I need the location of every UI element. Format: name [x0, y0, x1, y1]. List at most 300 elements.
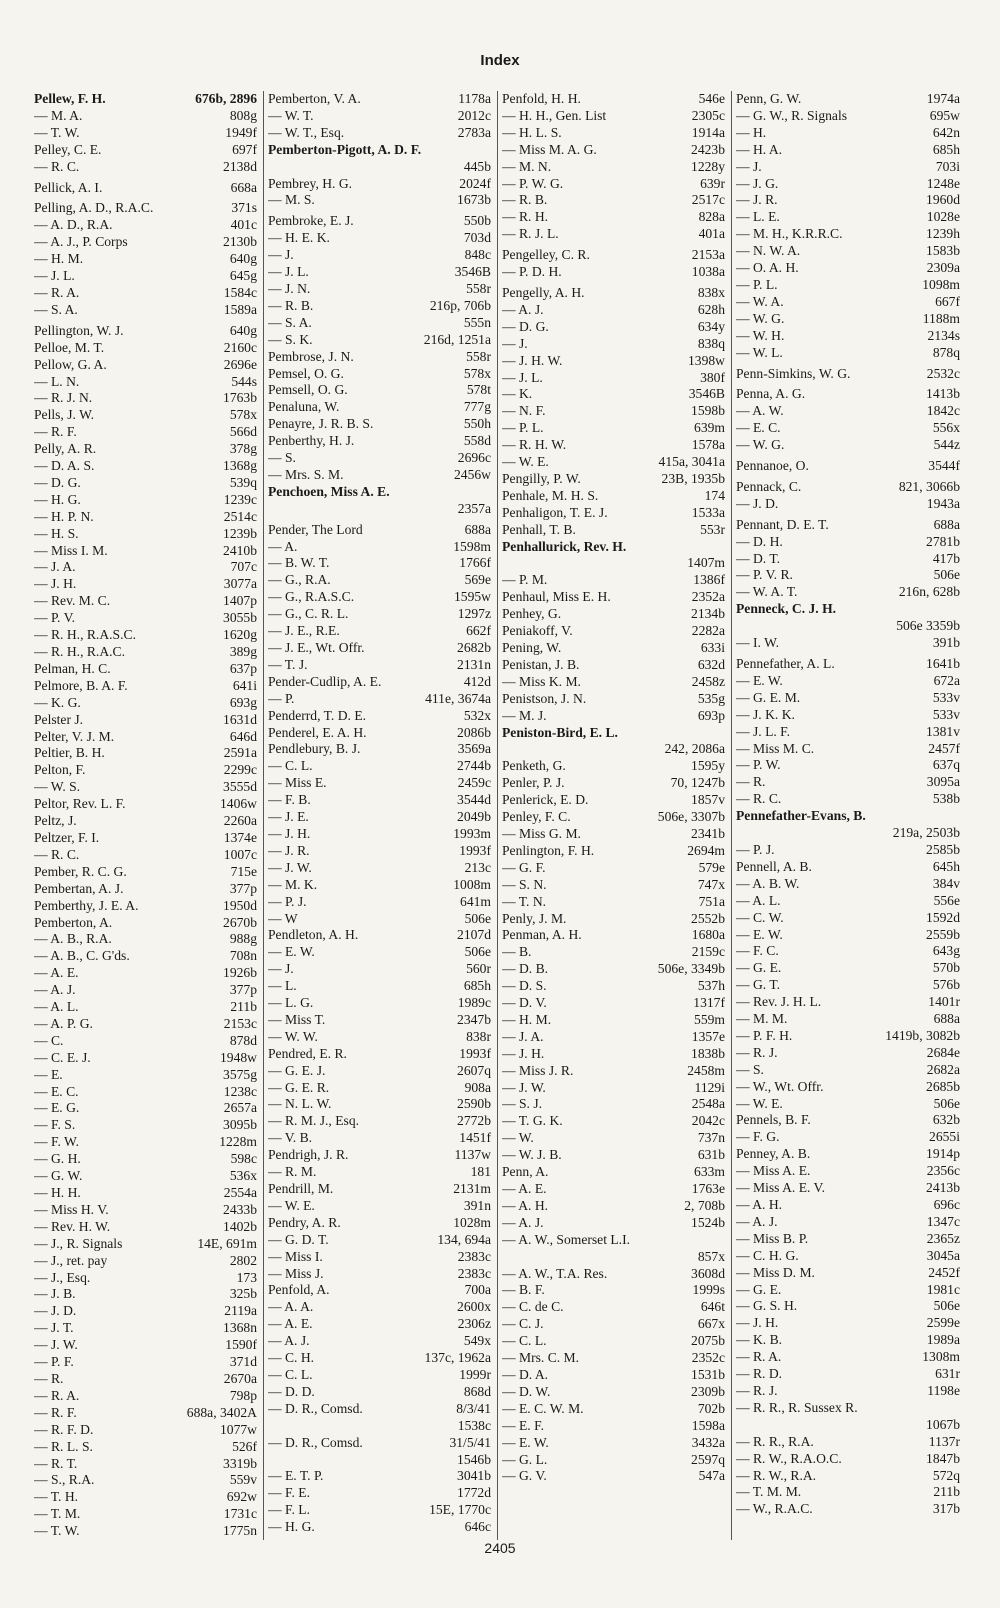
entry-reference: 211b: [933, 1484, 960, 1500]
index-entry: [268, 264, 491, 281]
page-number: 2405: [484, 1540, 516, 1556]
entry-name: — F. E.: [268, 1485, 310, 1501]
index-entry: [502, 1215, 725, 1232]
entry-reference: 632d: [697, 656, 725, 672]
index-entry: [34, 374, 257, 391]
index-entry: [736, 842, 960, 859]
entry-reference: 560r: [466, 961, 491, 977]
entry-name: Pendry, A. R.: [268, 1214, 341, 1230]
index-entry: [502, 995, 725, 1012]
entry-name: — V. B.: [268, 1130, 313, 1146]
entry-reference: 838x: [697, 284, 725, 300]
entry-reference: 1198e: [927, 1382, 960, 1398]
index-entry: [736, 1400, 960, 1417]
entry-reference: 506e 3359b: [896, 618, 960, 634]
index-entry: [268, 1485, 491, 1502]
entry-name: — W. G.: [736, 310, 785, 326]
entry-name: — A. D., R.A.: [34, 217, 113, 233]
index-entry: [502, 386, 725, 403]
entry-name: — F. L.: [268, 1502, 310, 1518]
index-entry: [502, 108, 725, 125]
index-entry: [502, 1130, 725, 1147]
entry-reference: 216n, 628b: [898, 584, 960, 600]
entry-name: Penney, A. B.: [736, 1146, 811, 1162]
entry-name: — K.: [502, 386, 533, 402]
entry-name: — D. D.: [268, 1383, 315, 1399]
entry-name: — A. E.: [34, 965, 79, 981]
index-entry: [736, 1062, 960, 1079]
entry-name: — K. G.: [34, 694, 81, 710]
index-entry: [34, 1422, 257, 1439]
entry-reference: 1772d: [457, 1485, 491, 1501]
entry-reference: 506e: [933, 567, 960, 583]
entry-reference: 2119a: [224, 1303, 257, 1319]
entry-reference: 1451f: [459, 1130, 491, 1146]
entry-reference: 8/3/41: [456, 1400, 491, 1416]
entry-reference: 417b: [932, 550, 960, 566]
index-entry: [34, 1388, 257, 1405]
index-entry: [736, 345, 960, 362]
entry-reference: 2138d: [223, 158, 257, 174]
entry-reference: 2684e: [926, 1044, 960, 1060]
index-entry: [736, 1163, 960, 1180]
entry-reference: 566d: [229, 424, 257, 440]
entry-name: — J. E., R.E.: [268, 623, 340, 639]
entry-reference: 1238c: [223, 1083, 257, 1099]
index-entry: [502, 1350, 725, 1367]
entry-name: — J.: [268, 247, 294, 263]
index-entry: [502, 159, 725, 176]
index-entry: [736, 517, 960, 534]
index-entry: [736, 437, 960, 454]
entry-reference: 2260a: [223, 813, 257, 829]
index-entry: [34, 441, 257, 458]
entry-reference: 667x: [697, 1316, 725, 1332]
entry-name: — R. M.: [268, 1164, 317, 1180]
index-entry: [268, 522, 491, 539]
entry-name: — S. J.: [502, 1096, 543, 1112]
index-entry: [502, 1198, 725, 1215]
entry-name: — J. K. K.: [736, 706, 795, 722]
entry-name: — M. M.: [736, 1011, 788, 1027]
entry-reference: 1589a: [223, 301, 257, 317]
entry-name: Pengilly, P. W.: [502, 470, 581, 486]
entry-name: — W. W.: [268, 1028, 318, 1044]
entry-name: — W. T.: [268, 107, 314, 123]
entry-name: — A. B. W.: [736, 875, 800, 891]
index-entry: [34, 1236, 257, 1253]
entry-reference: 371d: [229, 1354, 257, 1370]
index-entry: [736, 192, 960, 209]
entry-name: Pendleton, A. H.: [268, 927, 359, 943]
index-entry: [34, 492, 257, 509]
index-entry: [34, 1050, 257, 1067]
entry-name: — G., R.A.S.C.: [268, 589, 355, 605]
index-entry: [268, 961, 491, 978]
index-entry: [502, 522, 725, 539]
entry-name: — A.: [268, 538, 298, 554]
entry-reference: 506e, 3307b: [657, 809, 725, 825]
entry-name: Penhallurick, Rev. H.: [502, 538, 627, 554]
entry-reference: 2682a: [926, 1061, 960, 1077]
entry-name: Pemsell, O. G.: [268, 382, 348, 398]
entry-name: — C. L.: [268, 1366, 313, 1382]
entry-name: Penaluna, W.: [268, 399, 340, 415]
entry-name: — S.: [268, 450, 296, 466]
index-entry: [34, 91, 257, 108]
entry-reference: 1595w: [453, 589, 491, 605]
entry-reference: 1583b: [926, 243, 960, 259]
entry-name: — H. M.: [502, 1011, 552, 1027]
entry-name: — P. J.: [268, 893, 307, 909]
index-entry: [268, 860, 491, 877]
index-entry: [268, 1012, 491, 1029]
entry-reference: 1028e: [926, 209, 960, 225]
index-entry: [736, 142, 960, 159]
entry-name: — J. A.: [34, 559, 76, 575]
entry-name: — Miss J. R.: [502, 1062, 574, 1078]
index-entry: [502, 319, 725, 336]
entry-name: — F. S.: [34, 1117, 76, 1133]
index-entry: [502, 674, 725, 691]
entry-reference: 2548a: [691, 1096, 725, 1112]
entry-reference: 2357a: [457, 500, 491, 516]
entry-name: — Miss K. M.: [502, 673, 581, 689]
entry-reference: 1949f: [225, 124, 257, 140]
index-entry: [268, 1113, 491, 1130]
entry-reference: 988g: [229, 931, 257, 947]
entry-name: — Miss H. V.: [34, 1201, 109, 1217]
entry-name: — J. H.: [502, 1045, 545, 1061]
entry-name: — P. F.: [34, 1354, 74, 1370]
entry-name: — J.: [502, 335, 528, 351]
index-entry: [268, 1232, 491, 1249]
entry-name: — A. P. G.: [34, 1015, 93, 1031]
index-entry: [268, 792, 491, 809]
entry-reference: 216p, 706b: [429, 297, 491, 313]
entry-reference: 535g: [697, 690, 725, 706]
entry-name: — G. S. H.: [736, 1298, 798, 1314]
entry-name: — T. M.: [34, 1506, 81, 1522]
index-entry: [34, 712, 257, 729]
index-entry: [268, 349, 491, 366]
entry-reference: 2670a: [223, 1370, 257, 1386]
entry-name: — L.: [268, 978, 297, 994]
entry-reference: 536x: [229, 1168, 257, 1184]
index-entry: [34, 576, 257, 593]
entry-name: — E. F.: [502, 1417, 544, 1433]
entry-reference: 2305c: [691, 107, 725, 123]
entry-name: — G. T.: [736, 977, 781, 993]
index-entry: [268, 911, 491, 928]
entry-reference: 559m: [694, 1011, 725, 1027]
index-entry: [502, 1282, 725, 1299]
index-entry: [736, 757, 960, 774]
entry-reference: 2456w: [453, 466, 491, 482]
index-entry: [736, 893, 960, 910]
entry-name: Pelmore, B. A. F.: [34, 677, 128, 693]
index-entry: [502, 623, 725, 640]
index-entry: [268, 1367, 491, 1384]
index-entry: [736, 1434, 960, 1451]
entry-name: — J. L.: [268, 264, 309, 280]
entry-name: — R.: [736, 774, 766, 790]
entry-name: — H. P. N.: [34, 508, 94, 524]
entry-reference: 646d: [229, 728, 257, 744]
entry-name: — E. C.: [34, 1083, 79, 1099]
index-entry: [34, 1033, 257, 1050]
entry-name: — R. F.: [34, 1404, 77, 1420]
index-entry: [268, 1468, 491, 1485]
entry-reference: 777g: [463, 399, 491, 415]
index-entry: [736, 1079, 960, 1096]
index-entry: [268, 484, 491, 501]
entry-reference: [956, 808, 960, 825]
entry-reference: 3095b: [223, 1117, 257, 1133]
index-entry-continuation: [268, 1452, 491, 1469]
entry-name: — R. J. L.: [502, 226, 559, 242]
entry-name: — J. H.: [268, 825, 311, 841]
entry-reference: 2306z: [457, 1316, 491, 1332]
index-entry: [268, 450, 491, 467]
entry-reference: 2159c: [691, 944, 725, 960]
entry-reference: [956, 601, 960, 618]
index-entry: [268, 1063, 491, 1080]
entry-reference: 667f: [935, 293, 960, 309]
index-entry: [268, 1350, 491, 1367]
index-entry: [268, 1266, 491, 1283]
entry-reference: 1407m: [687, 555, 725, 571]
index-entry: [34, 898, 257, 915]
entry-name: — N. L. W.: [268, 1096, 332, 1112]
entry-name: — R. H. W.: [502, 437, 567, 453]
entry-name: — G. W., R. Signals: [736, 107, 848, 123]
entry-reference: 2107d: [457, 927, 491, 943]
index-entry: [736, 977, 960, 994]
index-entry: [502, 247, 725, 264]
entry-reference: 639m: [694, 420, 725, 436]
index-entry: [502, 539, 725, 556]
entry-name: — A. L.: [736, 892, 781, 908]
entry-reference: 3544f: [928, 458, 960, 474]
index-entry: [34, 1202, 257, 1219]
index-entry: [34, 180, 257, 197]
entry-name: Pelter, V. J. M.: [34, 728, 115, 744]
entry-reference: 628h: [697, 301, 725, 317]
entry-reference: 3575g: [223, 1066, 257, 1082]
entry-name: Pemberton-Pigott, A. D. F.: [268, 141, 422, 157]
index-entry: [502, 1401, 725, 1418]
index-entry: [736, 635, 960, 652]
entry-name: — T. N.: [502, 893, 547, 909]
index-entry: [34, 559, 257, 576]
entry-name: — N. W. A.: [736, 243, 801, 259]
index-entry-continuation: [502, 1249, 725, 1266]
entry-reference: 506e: [464, 910, 491, 926]
entry-name: — M. S.: [268, 192, 315, 208]
entry-reference: 578x: [229, 407, 257, 423]
entry-name: — J., ret. pay: [34, 1252, 108, 1268]
index-entry: [34, 627, 257, 644]
entry-name: — G. E. R.: [268, 1079, 330, 1095]
index-entry: [268, 725, 491, 742]
entry-reference: 2282a: [691, 623, 725, 639]
entry-name: — A. J.: [502, 1214, 544, 1230]
entry-name: Penn-Simkins, W. G.: [736, 365, 851, 381]
entry-reference: 1838b: [691, 1045, 725, 1061]
entry-name: — A. J.: [268, 1333, 310, 1349]
entry-reference: 2682b: [457, 640, 491, 655]
index-entry: [736, 1248, 960, 1265]
entry-name: — J. R.: [268, 842, 310, 858]
index-column-4: [732, 91, 966, 1540]
entry-name: Pembertan, A. J.: [34, 880, 124, 896]
index-entry: [268, 758, 491, 775]
entry-reference: 378g: [229, 441, 257, 457]
index-entry: [34, 1286, 257, 1303]
index-entry: [736, 567, 960, 584]
entry-reference: [721, 539, 725, 556]
entry-name: — G. L.: [502, 1451, 548, 1467]
entry-name: — R.: [34, 1370, 64, 1386]
index-entry: [34, 881, 257, 898]
entry-name: — W. G.: [736, 437, 785, 453]
index-entry: [502, 488, 725, 505]
entry-name: Penhaul, Miss E. H.: [502, 589, 611, 605]
entry-reference: 555n: [463, 314, 491, 330]
index-entry: [34, 357, 257, 374]
entry-reference: 173: [236, 1269, 257, 1285]
entry-reference: 696c: [933, 1197, 960, 1212]
index-entry: [268, 1249, 491, 1266]
index-entry: [34, 125, 257, 142]
index-entry: [502, 1468, 725, 1485]
index-entry: [268, 332, 491, 349]
entry-reference: 1228y: [691, 158, 725, 174]
entry-name: — L. E.: [736, 209, 780, 225]
entry-name: Pelman, H. C.: [34, 660, 111, 676]
entry-name: — Rev. H. W.: [34, 1218, 111, 1234]
entry-name: — D. W.: [502, 1383, 551, 1399]
index-entry: [34, 965, 257, 982]
entry-name: — J.: [736, 158, 762, 174]
entry-name: — D. R., Comsd.: [268, 1434, 363, 1450]
entry-name: — B.: [502, 944, 532, 960]
entry-reference: 3045a: [926, 1247, 960, 1263]
entry-name: Penhaligon, T. E. J.: [502, 504, 608, 520]
entry-reference: 2356c: [926, 1163, 960, 1179]
entry-name: — Miss I.: [268, 1248, 323, 1264]
entry-name: — E. G.: [34, 1100, 80, 1116]
index-entry: [34, 526, 257, 543]
entry-name: Penly, J. M.: [502, 910, 567, 926]
entry-name: — H. G.: [34, 491, 81, 507]
entry-reference: 1974a: [926, 91, 960, 106]
entry-reference: 639r: [700, 175, 725, 191]
entry-reference: 2352c: [691, 1350, 725, 1366]
entry-reference: [721, 725, 725, 742]
entry-reference: 1137w: [454, 1147, 491, 1163]
entry-name: — G. H.: [34, 1151, 81, 1167]
index-entry: [268, 1147, 491, 1164]
entry-reference: 676b, 2896: [195, 91, 257, 106]
entry-reference: 3608d: [691, 1265, 725, 1281]
index-entry: [34, 1337, 257, 1354]
entry-reference: 2607q: [457, 1062, 491, 1078]
index-entry: [502, 809, 725, 826]
index-entry: [34, 251, 257, 268]
entry-reference: 578t: [466, 382, 491, 398]
index-entry: [736, 209, 960, 226]
index-entry: [34, 1168, 257, 1185]
entry-name: — A. B., C. G'ds.: [34, 948, 130, 964]
entry-name: Penn, A.: [502, 1164, 549, 1180]
entry-reference: 137c, 1962a: [424, 1350, 491, 1366]
index-entry: [268, 894, 491, 911]
entry-reference: 703i: [935, 158, 960, 174]
index-entry: [268, 192, 491, 209]
entry-name: — J. L.: [34, 268, 75, 284]
entry-name: — J., R. Signals: [34, 1235, 123, 1251]
entry-name: — T. H.: [34, 1489, 79, 1505]
entry-reference: 3544d: [457, 792, 491, 808]
index-entry: [268, 298, 491, 315]
index-entry: [736, 1501, 960, 1518]
entry-name: Pengelley, C. R.: [502, 247, 590, 263]
entry-reference: 211b: [230, 999, 257, 1015]
entry-reference: 532x: [463, 707, 491, 723]
index-entry: [502, 336, 725, 353]
entry-reference: 134, 694a: [437, 1231, 491, 1247]
index-entry: [268, 978, 491, 995]
entry-reference: 1999s: [692, 1282, 725, 1298]
entry-reference: 1406w: [219, 796, 257, 812]
entry-name: — Miss A. E. V.: [736, 1180, 826, 1196]
index-entry: [34, 779, 257, 796]
entry-name: Penhale, M. H. S.: [502, 487, 599, 503]
index-entry: [268, 315, 491, 332]
index-entry: [736, 1451, 960, 1468]
index-entry: [268, 995, 491, 1012]
entry-name: — D. S.: [502, 978, 547, 994]
index-entry: [736, 859, 960, 876]
entry-reference: 1598a: [691, 1417, 725, 1433]
entry-name: Pennefather-Evans, B.: [736, 808, 866, 824]
entry-reference: 2153c: [223, 1015, 257, 1031]
index-entry: [34, 302, 257, 319]
entry-name: Peltor, Rev. L. F.: [34, 796, 126, 812]
index-entry-continuation: [268, 501, 491, 518]
index-entry: [502, 176, 725, 193]
entry-name: — H. H., Gen. List: [502, 107, 607, 123]
entry-reference: 2772b: [457, 1113, 491, 1129]
entry-reference: 821, 3066b: [898, 478, 960, 494]
entry-name: Penna, A. G.: [736, 386, 806, 402]
entry-name: Pemberton, A.: [34, 914, 113, 930]
index-entry: [34, 285, 257, 302]
index-entry: [736, 994, 960, 1011]
index-entry: [268, 589, 491, 606]
index-entry: [268, 91, 491, 108]
index-entry: [34, 1016, 257, 1033]
entry-reference: 1077w: [219, 1421, 257, 1437]
index-entry: [736, 808, 960, 825]
entry-reference: 2452f: [928, 1264, 960, 1280]
index-entry: [502, 589, 725, 606]
index-entry: [268, 809, 491, 826]
entry-reference: 547a: [698, 1468, 725, 1484]
index-entry: [268, 247, 491, 264]
